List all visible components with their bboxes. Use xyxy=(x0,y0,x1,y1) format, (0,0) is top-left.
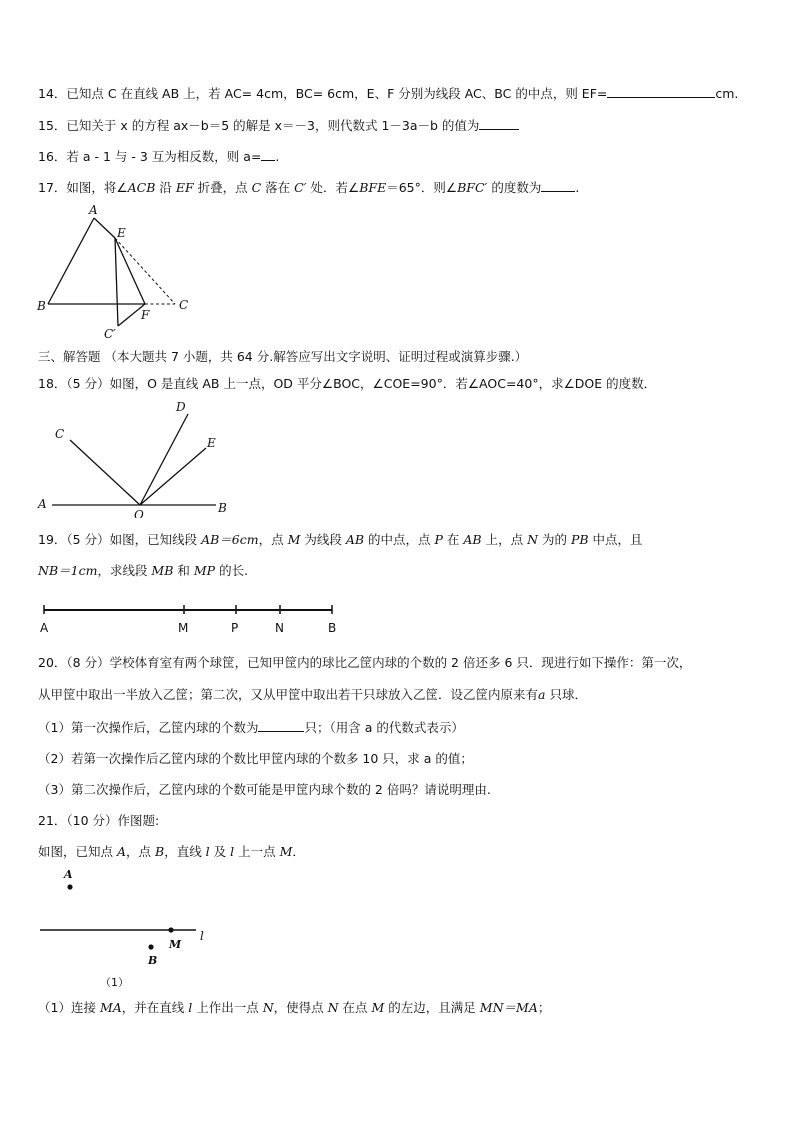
q17-text-6: ＝65°．则∠ xyxy=(386,180,458,195)
q14-answer-blank[interactable] xyxy=(607,84,715,98)
q19-text-9: ，求线段 xyxy=(97,563,152,578)
q16-end: . xyxy=(275,149,280,164)
q21-part-1-var-mn-eq-ma: MN＝MA xyxy=(479,1000,538,1015)
fig18-ray-od xyxy=(140,414,188,505)
q17-text-8: . xyxy=(575,180,580,195)
fig21-label-l: l xyxy=(200,929,204,943)
figure-19-segment xyxy=(30,600,350,640)
fig19-label-m: M xyxy=(178,621,189,635)
fig17-dashed-ec xyxy=(115,238,175,304)
q17-var-bfe: BFE xyxy=(359,180,387,195)
q14-unit: cm. xyxy=(715,86,739,101)
question-21-line-2 xyxy=(38,843,305,861)
fig21-label-m: M xyxy=(169,938,182,951)
q21-text-3: ，直线 xyxy=(164,844,206,859)
fig18-label-d: D xyxy=(176,400,186,414)
q19-text-10: 和 xyxy=(173,563,194,578)
question-20-part-3: （3）第二次操作后，乙筐内球的个数可能是甲筐内球个数的 2 倍吗？请说明理由. xyxy=(38,782,491,797)
q17-var-ef: EF xyxy=(175,180,194,195)
question-18: 18．（5 分）如图，O 是直线 AB 上一点，OD 平分∠BOC，∠COE=90°．若∠AOC=40°，求∠DOE 的度数． xyxy=(38,376,657,391)
fig17-label-c-prime: C′ xyxy=(104,327,116,341)
q21-part-1-var-n: N xyxy=(262,1000,274,1015)
q16-text: 16．若 a - 1 与 - 3 互为相反数，则 a= xyxy=(38,149,262,164)
fig21-label-a: A xyxy=(64,868,73,881)
fig21-point-m xyxy=(168,927,173,932)
q21-var-a: A xyxy=(116,844,127,859)
q17-text-2: 沿 xyxy=(155,180,176,195)
figure-21-construction xyxy=(30,862,230,992)
q21-part-1-var-l: l xyxy=(188,1000,193,1015)
fig17-label-c: C xyxy=(179,298,189,312)
fig18-label-e: E xyxy=(207,436,216,450)
fig18-ray-oc xyxy=(70,440,140,505)
q21-var-l-2: l xyxy=(230,844,235,859)
q21-part-1-text-4: ，使得点 xyxy=(273,1000,328,1015)
q15-text: 15．已知关于 x 的方程 ax－b＝5 的解是 x＝－3，则代数式 1－3a－b 的值为 xyxy=(38,118,480,133)
q21-part-1-var-n-2: N xyxy=(327,1000,339,1015)
q20-text-2: 只球． xyxy=(545,687,587,702)
q21-text-6: ． xyxy=(292,844,305,859)
question-14 xyxy=(38,84,738,103)
q19-var-ab-2: AB xyxy=(463,532,482,547)
q17-var-c-prime: C′ xyxy=(294,180,307,195)
q21-var-b: B xyxy=(155,844,165,859)
q17-var-c: C xyxy=(251,180,262,195)
fig21-point-b xyxy=(148,944,153,949)
q20-part-1-text: （1）第一次操作后，乙筐内球的个数为 xyxy=(38,720,259,735)
q17-answer-blank[interactable] xyxy=(541,178,575,192)
q19-var-m: M xyxy=(287,532,301,547)
q17-text-5: 处．若∠ xyxy=(306,180,360,195)
fig17-segment-ec-prime xyxy=(115,238,118,326)
fig18-label-b: B xyxy=(218,501,227,515)
fig21-point-a xyxy=(67,884,72,889)
q19-text-2: ，点 xyxy=(258,532,288,547)
fig17-label-f: F xyxy=(141,308,150,322)
q19-var-ab-length: AB＝6cm xyxy=(201,532,259,547)
question-15 xyxy=(38,116,519,135)
q17-text-3: 折叠，点 xyxy=(193,180,252,195)
q21-part-1-text-7: ； xyxy=(537,1000,551,1015)
q21-text-1: 如图，已知点 xyxy=(38,844,117,859)
q19-text-4: 的中点，点 xyxy=(364,532,435,547)
fig18-label-o: O xyxy=(134,508,144,518)
q21-text-5: 上一点 xyxy=(234,844,280,859)
q20-part-1-text-2: 只；（用含 a 的代数式表示） xyxy=(304,720,464,735)
question-19-line-1 xyxy=(38,531,643,549)
q19-text-8: 中点，且 xyxy=(588,532,643,547)
q17-var-bfc-prime: BFC′ xyxy=(457,180,488,195)
figure-17-fold xyxy=(30,200,200,345)
q17-text-4: 落在 xyxy=(261,180,295,195)
fig21-caption: （1） xyxy=(100,976,129,989)
q17-text-1: 17．如图，将∠ xyxy=(38,180,128,195)
q19-text-3: 为线段 xyxy=(300,532,346,547)
question-21-line-1: 21．（10 分）作图题: xyxy=(38,813,160,828)
fig17-label-a: A xyxy=(89,203,98,217)
figure-18-angles xyxy=(30,398,240,518)
fig18-ray-oe xyxy=(140,448,206,505)
q19-text-7: 为的 xyxy=(538,532,571,547)
fig17-segment-ae xyxy=(94,218,115,238)
q21-part-1-var-ma: MA xyxy=(99,1000,122,1015)
q21-text-2: ，点 xyxy=(126,844,155,859)
fig18-label-c: C xyxy=(55,427,65,441)
fig19-label-p: P xyxy=(231,621,239,635)
fig19-label-a: A xyxy=(40,621,49,635)
q21-var-l: l xyxy=(205,844,210,859)
q19-var-pb: PB xyxy=(570,532,589,547)
q17-var-acb: ACB xyxy=(127,180,156,195)
question-20-line-2 xyxy=(38,686,587,704)
q20-var-a: a xyxy=(538,687,546,702)
question-20-part-1 xyxy=(38,718,464,737)
q21-part-1-var-m: M xyxy=(371,1000,385,1015)
q21-part-1-text-5: 在点 xyxy=(338,1000,372,1015)
q19-text-11: 的长. xyxy=(215,563,249,578)
fig17-label-e: E xyxy=(117,226,126,240)
q21-part-1-text-3: 上作出一点 xyxy=(192,1000,263,1015)
question-21-part-1 xyxy=(38,999,550,1017)
q19-text-1: 19．（5 分）如图，已知线段 xyxy=(38,532,202,547)
q21-part-1-text-2: ，并在直线 xyxy=(121,1000,189,1015)
fig17-segment-ef xyxy=(115,238,145,304)
q19-var-p: P xyxy=(434,532,443,547)
q21-part-1-text-1: （1）连接 xyxy=(38,1000,100,1015)
q20-text-1: 从甲筐中取出一半放入乙筐；第二次，又从甲筐中取出若干只球放入乙筐．设乙筐内原来有 xyxy=(38,687,539,702)
q19-var-ab: AB xyxy=(345,532,365,547)
q19-text-5: 在 xyxy=(442,532,464,547)
question-17 xyxy=(38,178,579,197)
q21-var-m: M xyxy=(279,844,293,859)
question-20-line-1: 20．（8 分）学校体育室有两个球筐，已知甲筐内的球比乙筐内球的个数的 2 倍还多 6 只．现进行如下操作：第一次， xyxy=(38,655,692,670)
q19-var-mb: MB xyxy=(151,563,174,578)
q19-var-nb-length: NB＝1cm xyxy=(38,563,98,578)
q19-var-mp: MP xyxy=(193,563,216,578)
section-3-heading: 三、解答题 （本大题共 7 小题，共 64 分.解答应写出文字说明、证明过程或演算步骤.） xyxy=(38,349,528,364)
q20-part-1-blank[interactable] xyxy=(258,718,304,732)
q19-text-6: 上，点 xyxy=(481,532,528,547)
fig17-segment-ab xyxy=(48,218,94,304)
q17-text-7: 的度数为 xyxy=(487,180,542,195)
q21-part-1-text-6: 的左边，且满足 xyxy=(384,1000,480,1015)
question-20-part-2: （2）若第一次操作后乙筐内球的个数比甲筐内球的个数多 10 只，求 a 的值； xyxy=(38,751,473,766)
fig17-label-b: B xyxy=(37,299,46,313)
fig21-label-b: B xyxy=(148,954,158,967)
fig19-label-b: B xyxy=(328,621,337,635)
fig18-label-a: A xyxy=(38,497,47,511)
q14-text: 14．已知点 C 在直线 AB 上，若 AC= 4cm，BC= 6cm，E、F 分别为线段 AC、BC 的中点，则 EF= xyxy=(38,86,608,101)
question-19-line-2 xyxy=(38,562,248,580)
q19-var-n: N xyxy=(527,532,538,547)
fig19-label-n: N xyxy=(275,621,284,635)
question-16 xyxy=(38,147,279,166)
q15-answer-blank[interactable] xyxy=(479,116,519,130)
q16-answer-blank[interactable] xyxy=(261,147,275,161)
q21-text-4: 及 xyxy=(209,844,231,859)
